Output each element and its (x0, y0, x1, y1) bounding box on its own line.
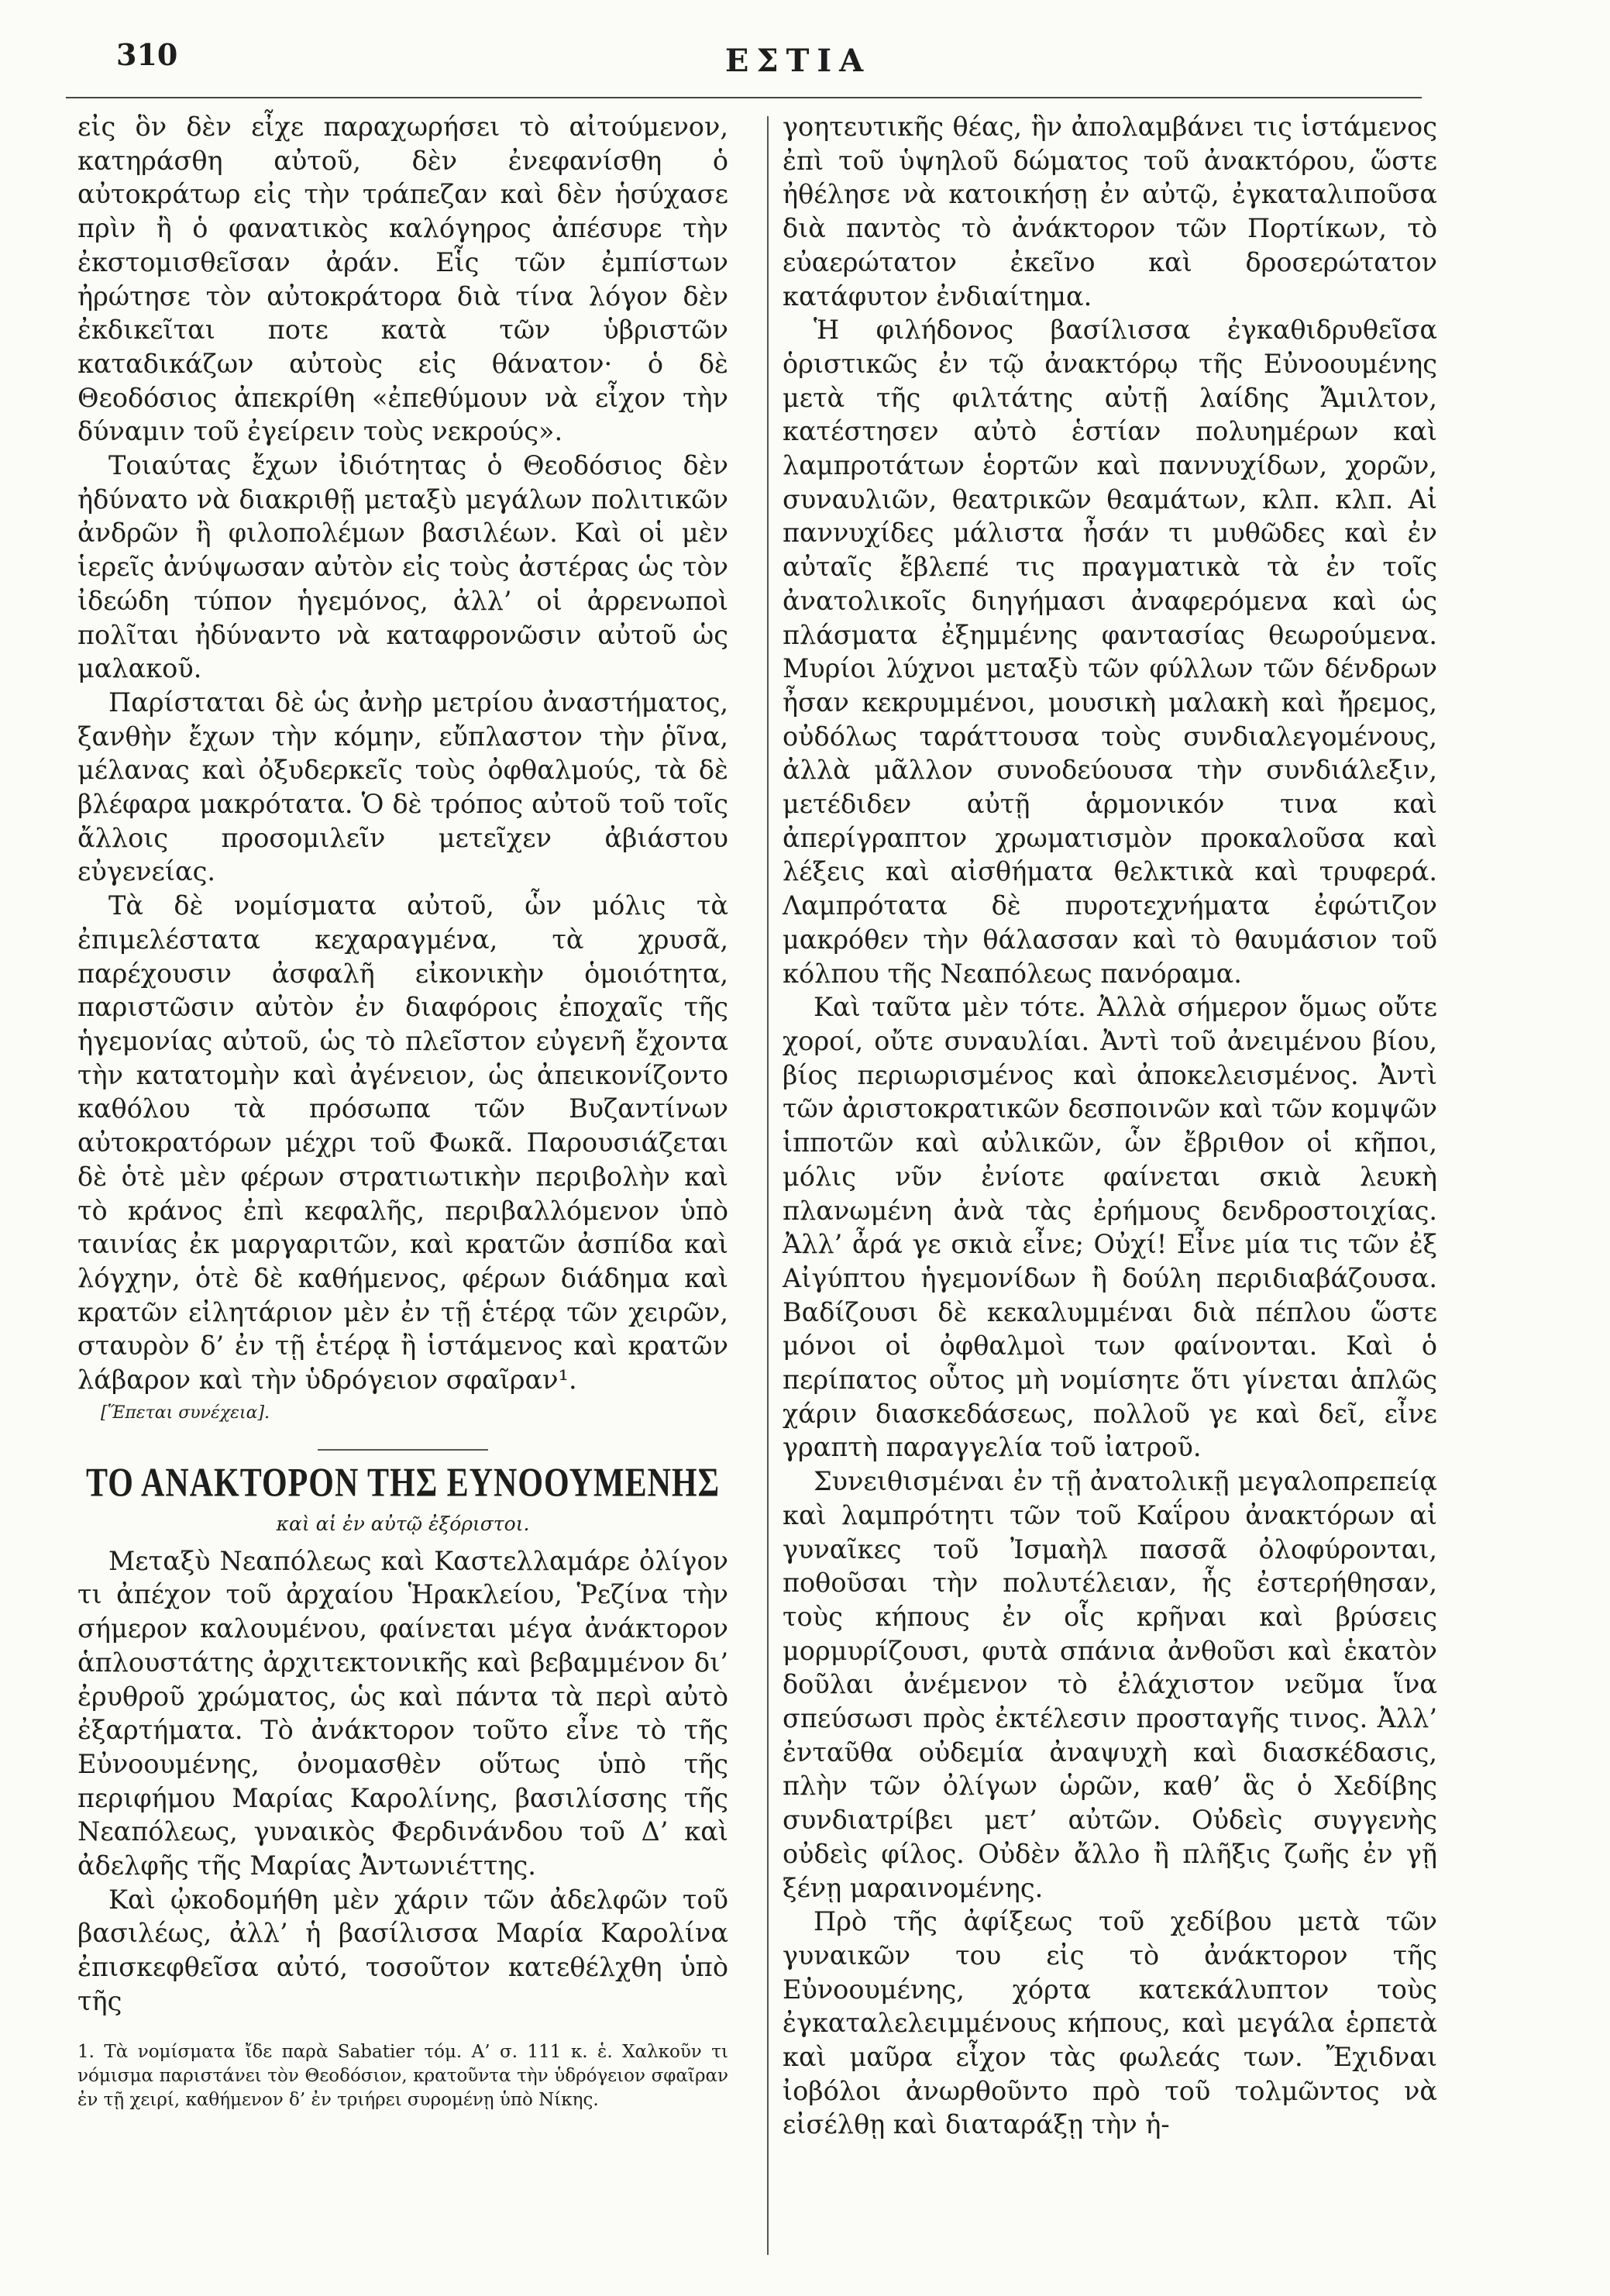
header-rule (66, 97, 1422, 98)
paragraph: Πρὸ τῆς ἀφίξεως τοῦ χεδίβου μετὰ τῶν γυναικῶν του εἰς τὸ ἀνάκτορον τῆς Εὐνοουμένης, χόρτα κατεκάλυπτον τοὺς ἐγκαταλελειμμένους κήπους, καὶ μεγάλα ἑρπετὰ καὶ μαῦρα εἶχον τὰς φωλεάς των. Ἔχιδναι ἰοβόλοι ἀνωρθοῦντο πρὸ τοῦ τολμῶντος νὰ εἰσέλθῃ καὶ διαταράξῃ τὴν ἡ- (783, 1906, 1437, 2140)
paragraph: γοητευτικῆς θέας, ἣν ἀπολαμβάνει τις ἱστάμενος ἐπὶ τοῦ ὑψηλοῦ δώματος τοῦ ἀνακτόρου, ὥστε ἠθέλησε νὰ κατοικήσῃ ἐν αὐτῷ, ἐγκαταλιποῦσα διὰ παντὸς τὸ ἀνάκτορον τῶν Πορτίκων, τὸ εὐαερώτατον ἐκεῖνο καὶ δροσερώτατον κατάφυτον ἐνδιαίτημα. (783, 112, 1437, 312)
paragraph: Παρίσταται δὲ ὡς ἀνὴρ μετρίου ἀναστήματος, ξανθὴν ἔχων τὴν κόμην, εὔπλαστον τὴν ῥῖνα, μέλανας καὶ ὀξυδερκεῖς τοὺς ὀφθαλμούς, τὰ δὲ βλέφαρα μακρότατα. Ὁ δὲ τρόπος αὐτοῦ τοῦ τοῖς ἄλλοις προσομιλεῖν μετεῖχεν ἀβιάστου εὐγενείας. (77, 687, 728, 887)
running-head: ΕΣΤΙΑ (724, 43, 872, 79)
footnote: 1. Τὰ νομίσματα ἴδε παρὰ Sabatier τόμ. Α’ σ. 111 κ. ἑ. Χαλκοῦν τι νόμισμα παριστάνει τὸν Θεοδόσιον, κρατοῦντα τὴν ὑδρόγειον σφαῖραν ἐν τῇ χειρί, καθήμενον δ’ ἐν τριήρει συρομένῃ ὑπὸ Νίκης. (77, 2041, 728, 2110)
paragraph: Μεταξὺ Νεαπόλεως καὶ Καστελλαμάρε ὀλίγον τι ἀπέχον τοῦ ἀρχαίου Ἡρακλείου, Ῥεζίνα τὴν σήμερον καλουμένου, φαίνεται μέγα ἀνάκτορον ἁπλουστάτης ἀρχιτεκτονικῆς καὶ βεβαμμένον δι’ ἐρυθροῦ χρώματος, ὡς καὶ πάντα τὰ περὶ αὐτὸ ἐξαρτήματα. Τὸ ἀνάκτορον τοῦτο εἶνε τὸ τῆς Εὐνοουμένης, ὀνομασθὲν οὕτως ὑπὸ τῆς περιφήμου Μαρίας Καρολίνης, βασιλίσσης τῆς Νεαπόλεως, γυναικὸς Φερδινάνδου τοῦ Δ’ καὶ ἀδελφῆς τῆς Μαρίας Ἀντωνιέττης. (77, 1545, 728, 1881)
page-number: 310 (116, 37, 178, 72)
paragraph: Καὶ ᾠκοδομήθη μὲν χάριν τῶν ἀδελφῶν τοῦ βασιλέως, ἀλλ’ ἡ βασίλισσα Μαρία Καρολίνα ἐπισκεφθεῖσα αὐτό, τοσοῦτον κατεθέλχθη ὑπὸ τῆς (77, 1884, 728, 2016)
left-column (77, 110, 728, 2112)
paragraph: Συνειθισμέναι ἐν τῇ ἀνατολικῇ μεγαλοπρεπείᾳ καὶ λαμπρότητι τῶν τοῦ Καΐρου ἀνακτόρων αἱ γυναῖκες τοῦ Ἰσμαὴλ πασσᾶ ὀλοφύρονται, ποθοῦσαι τὴν πολυτέλειαν, ἧς ἐστερήθησαν, τοὺς κήπους ἐν οἷς κρῆναι καὶ βρύσεις μορμυρίζουσι, φυτὰ σπάνια ἀνθοῦσι καὶ ἑκατὸν δοῦλαι ἀνέμενον τὸ ἐλάχιστον νεῦμα ἵνα σπεύσωσι πρὸς ἐκτέλεσιν προσταγῆς τινος. Ἀλλ’ ἐνταῦθα οὐδεμία ἀναψυχὴ καὶ διασκέδασις, πλὴν τῶν ὀλίγων ὡρῶν, καθ’ ἃς ὁ Χεδίβης συνδιατρίβει μετ’ αὐτῶν. Οὐδεὶς συγγενὴς οὐδεὶς φίλος. Οὐδὲν ἄλλο ἢ πλῆξις ζωῆς ἐν γῇ ξένῃ μαραινομένης. (783, 1466, 1437, 1903)
continued-note: [Ἕπεται συνέχεια]. (101, 1403, 270, 1423)
paragraph: Τὰ δὲ νομίσματα αὐτοῦ, ὧν μόλις τὰ ἐπιμελέστατα κεχαραγμένα, τὰ χρυσᾶ, παρέχουσιν ἀσφαλῆ εἰκονικὴν ὁμοιότητα, παριστῶσιν αὐτὸν ἐν διαφόροις ἐποχαῖς τῆς ἡγεμονίας αὐτοῦ, ὡς τὸ πλεῖστον εὐγενῆ ἔχοντα τὴν κατατομὴν καὶ ἀγένειον, ὡς ἀπεικονίζοντο καθόλου τὰ πρόσωπα τῶν Βυζαντίνων αὐτοκρατόρων μέχρι τοῦ Φωκᾶ. Παρουσιάζεται δὲ ὁτὲ μὲν φέρων στρατιωτικὴν περιβολὴν καὶ τὸ κράνος ἐπὶ κεφαλῆς, περιβαλλόμενον ὑπὸ ταινίας ἐκ μαργαριτῶν, καὶ κρατῶν ἀσπίδα καὶ λόγχην, ὁτὲ δὲ καθήμενος, φέρων διάδημα καὶ κρατῶν εἰλητάριον μὲν ἐν τῇ ἑτέρᾳ τῶν χειρῶν, σταυρὸν δ’ ἐν τῇ ἑτέρᾳ ἢ ἱστάμενος καὶ κρατῶν λάβαρον καὶ τὴν ὑδρόγειον σφαῖραν¹. (77, 890, 728, 1396)
paragraph: Ἡ φιλήδονος βασίλισσα ἐγκαθιδρυθεῖσα ὁριστικῶς ἐν τῷ ἀνακτόρῳ τῆς Εὐνοουμένης μετὰ τῆς φιλτάτης αὐτῇ λαίδης Ἄμιλτον, κατέστησεν αὐτὸ ἑστίαν πολυημέρων καὶ λαμπροτάτων ἑορτῶν καὶ παννυχίδων, χορῶν, συναυλιῶν, θεατρικῶν θεαμάτων, κλπ. κλπ. Αἱ παννυχίδες μάλιστα ἦσάν τι μυθῶδες καὶ ἐν αὐταῖς ἔβλεπέ τις πραγματικὰ τὰ ἐν τοῖς ἀνατολικοῖς διηγήμασι ἀναφερόμενα καὶ ὡς πλάσματα ἐξημμένης φαντασίας θεωρούμενα. Μυρίοι λύχνοι μεταξὺ τῶν φύλλων τῶν δένδρων ἦσαν κεκρυμμένοι, μουσικὴ μαλακὴ καὶ ἤρεμος, οὐδόλως ταράττουσα τοὺς συνδιαλεγομένους, ἀλλὰ μᾶλλον συνοδεύουσα τὴν συνδιάλεξιν, μετέδιδεν αὐτῇ ἁρμονικόν τινα καὶ ἀπερίγραπτον χρωματισμὸν προκαλοῦσα καὶ λέξεις καὶ αἰσθήματα θελκτικὰ καὶ τρυφερά. Λαμπρότατα δὲ πυροτεχνήματα ἐφώτιζον μακρόθεν τὴν θάλασσαν καὶ τὸ θαυμάσιον τοῦ κόλπου τῆς Νεαπόλεως πανόραμα. (783, 315, 1437, 989)
section-title: ΤΟ ΑΝΑΚΤΟΡΟΝ ΤΗΣ ΕΥΝΟΟΥΜΕΝΗΣ (85, 1460, 721, 1506)
section-divider (318, 1449, 488, 1451)
section-subtitle: καὶ αἱ ἐν αὐτῷ ἐξόριστοι. (276, 1512, 530, 1535)
paragraph: Τοιαύτας ἔχων ἰδιότητας ὁ Θεοδόσιος δὲν ἠδύνατο νὰ διακριθῇ μεταξὺ μεγάλων πολιτικῶν ἀνδρῶν ἢ φιλοπολέμων βασιλέων. Καὶ οἱ μὲν ἱερεῖς ἀνύψωσαν αὐτὸν εἰς τοὺς ἀστέρας ὡς τὸν ἰδεώδη τύπον ἡγεμόνος, ἀλλ’ οἱ ἀρρενωποὶ πολῖται ἠδύναντο νὰ καταφρονῶσιν αὐτοῦ ὡς μαλακοῦ. (77, 450, 728, 684)
right-column (783, 110, 1437, 2142)
paragraph: Καὶ ταῦτα μὲν τότε. Ἀλλὰ σήμερον ὅμως οὔτε χοροί, οὔτε συναυλίαι. Ἀντὶ τοῦ ἀνειμένου βίου, βίος περιωρισμένος καὶ ἀποκελεισμένος. Ἀντὶ τῶν ἀριστοκρατικῶν δεσποινῶν καὶ τῶν κομψῶν ἱπποτῶν καὶ αὐλικῶν, ὧν ἔβριθον οἱ κῆποι, μόλις νῦν ἐνίοτε φαίνεται σκιὰ λευκὴ πλανωμένη ἀνὰ τὰς ἐρήμους δενδροστοιχίας. Ἀλλ’ ἆρά γε σκιὰ εἶνε; Οὐχί! Εἶνε μία τις τῶν ἐξ Αἰγύπτου ἡγεμονίδων ἢ δούλη περιδιαβάζουσα. Βαδίζουσι δὲ κεκαλυμμέναι διὰ πέπλου ὥστε μόνοι οἱ ὀφθαλμοὶ των φαίνονται. Καὶ ὁ περίπατος οὗτος μὴ νομίσητε ὅτι γίνεται ἁπλῶς χάριν διασκεδάσεως, πολλοῦ γε καὶ δεῖ, εἶνε γραπτὴ παραγγελία τοῦ ἰατροῦ. (783, 992, 1437, 1463)
column-divider (767, 116, 769, 2255)
paragraph: εἰς ὃν δὲν εἶχε παραχωρήσει τὸ αἰτούμενον, κατηράσθη αὐτοῦ, δὲν ἐνεφανίσθη ὁ αὐτοκράτωρ εἰς τὴν τράπεζαν καὶ δὲν ἡσύχασε πρὶν ἢ ὁ φανατικὸς καλόγηρος ἀπέσυρε τὴν ἐκστομισθεῖσαν ἀράν. Εἷς τῶν ἐμπίστων ἠρώτησε τὸν αὐτοκράτορα διὰ τίνα λόγον δὲν ἐκδικεῖται ποτε κατὰ τῶν ὑβριστῶν καταδικάζων αὐτοὺς εἰς θάνατον· ὁ δὲ Θεοδόσιος ἀπεκρίθη «ἐπεθύμουν νὰ εἶχον τὴν δύναμιν τοῦ ἐγείρειν τοὺς νεκρούς». (77, 112, 728, 447)
